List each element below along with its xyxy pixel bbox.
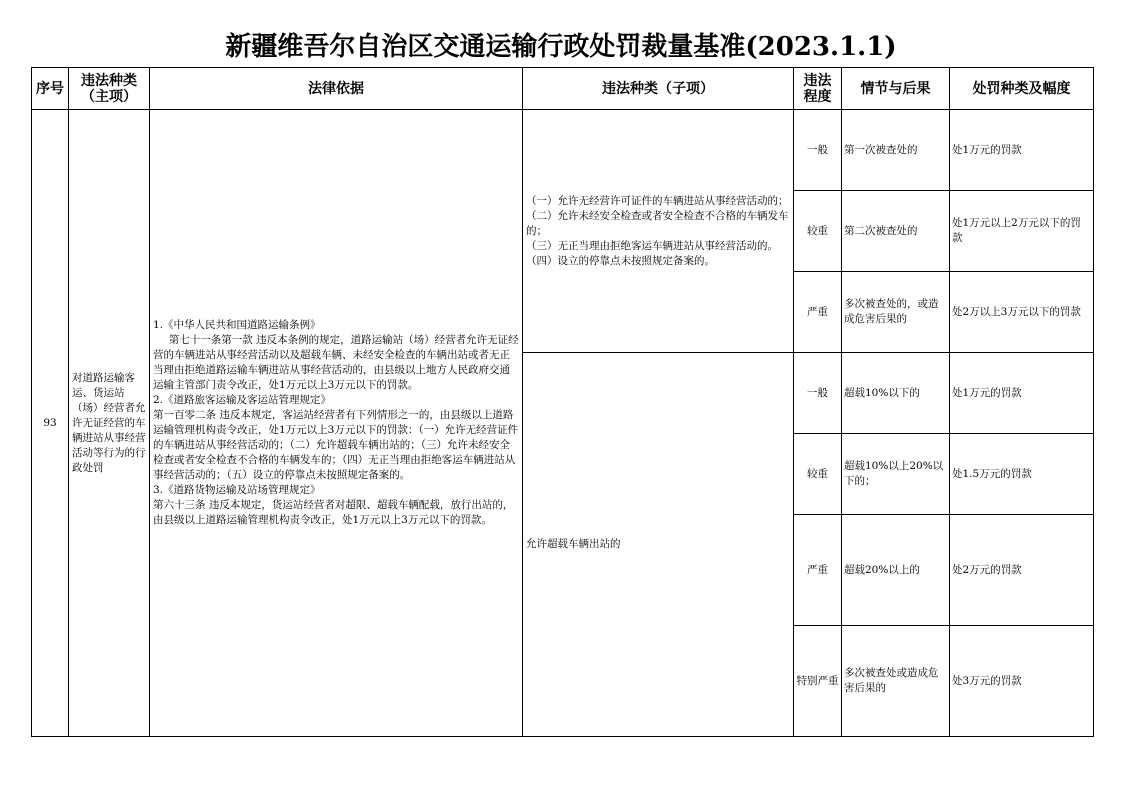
law-2-title: 2.《道路旅客运输及客运站管理规定》 xyxy=(153,394,332,406)
sub-item: （一）允许无经营许可证件的车辆进站从事经营活动的； xyxy=(526,194,789,207)
degree-cell: 较重 xyxy=(794,191,842,272)
degree-cell: 严重 xyxy=(794,515,842,626)
header-seq: 序号 xyxy=(32,68,69,110)
row-seq: 93 xyxy=(32,110,69,737)
circumstance-cell: 超载10%以上20%以下的； xyxy=(842,434,950,515)
header-main-type-label: 违法种类（主项） xyxy=(81,72,137,105)
sub-item: （三）无正当理由拒绝客运车辆进站从事经营活动的。 xyxy=(526,239,778,252)
penalty-cell: 处1万元的罚款 xyxy=(950,110,1094,191)
law-2-text: 第一百零二条 违反本规定，客运站经营者有下列情形之一的，由县级以上道路运输管理机构责令改正，处1万元以上3万元以下的罚款：（一）允许无经营证件的车辆进站从事经营活动的；（二）允许超载车辆出站的；（三）允许未经安全检查或者安全检查不合格的车辆发车的；（四）无正当理由拒绝客运车辆进站从事经营活动的；（五）设立的停靠点未按照规定备案的。 xyxy=(153,409,519,481)
degree-cell: 一般 xyxy=(794,353,842,434)
law-3-title: 3.《道路货物运输及站场管理规定》 xyxy=(153,484,321,496)
circumstance-cell: 多次被查处的，或造成危害后果的 xyxy=(842,272,950,353)
header-sub-type: 违法种类（子项） xyxy=(523,68,794,110)
row-main-type: 对道路运输客运、货运站（场）经营者允许无证经营的车辆进站从事经营活动等行为的行政处罚 xyxy=(69,110,150,737)
penalty-cell: 处3万元的罚款 xyxy=(950,626,1094,737)
circumstance-cell: 第一次被查处的 xyxy=(842,110,950,191)
sub-item: （二）允许未经安全检查或者安全检查不合格的车辆发车的； xyxy=(526,209,789,237)
sub-item: 允许超载车辆出站的 xyxy=(526,538,621,550)
row-legal-basis xyxy=(150,110,523,737)
law-1-title: 1.《中华人民共和国道路运输条例》 xyxy=(153,319,321,331)
penalty-table xyxy=(31,67,1094,737)
penalty-cell: 处1.5万元的罚款 xyxy=(950,434,1094,515)
sub-item: （四）设立的停靠点未按照规定备案的。 xyxy=(526,254,715,267)
page-title: 新疆维吾尔自治区交通运输行政处罚裁量基准(2023.1.1) xyxy=(225,32,897,62)
degree-cell: 严重 xyxy=(794,272,842,353)
degree-cell: 一般 xyxy=(794,110,842,191)
header-degree xyxy=(794,68,842,110)
circumstance-cell: 超载10%以下的 xyxy=(842,353,950,434)
table-row xyxy=(32,110,1094,191)
header-degree-label: 违法程度 xyxy=(803,72,832,105)
penalty-cell: 处2万以上3万元以下的罚款 xyxy=(950,272,1094,353)
penalty-cell: 处2万元的罚款 xyxy=(950,515,1094,626)
header-legal-basis: 法律依据 xyxy=(150,68,523,110)
circumstance-cell: 第二次被查处的 xyxy=(842,191,950,272)
circumstance-cell: 多次被查处或造成危害后果的 xyxy=(842,626,950,737)
circumstance-cell: 超载20%以上的 xyxy=(842,515,950,626)
degree-cell: 较重 xyxy=(794,434,842,515)
penalty-cell: 处1万元的罚款 xyxy=(950,353,1094,434)
law-3-text: 第六十三条 违反本规定，货运站经营者对超限、超载车辆配载，放行出站的，由县级以上道路运输管理机构责令改正，处1万元以上3万元以下的罚款。 xyxy=(153,499,514,526)
header-main-type xyxy=(69,68,150,110)
law-1-text: 第七十一条第一款 违反本条例的规定，道路运输站（场）经营者允许无证经营的车辆进站从事经营活动以及超载车辆、未经安全检查的车辆出站或者无正当理由拒绝道路运输车辆进站从事经营活动的，由县级以上地方人民政府交通运输主管部门责令改正，处1万元以上3万元以下的罚款。 xyxy=(153,334,519,391)
sub-type-group-1 xyxy=(523,110,794,353)
degree-cell: 特别严重 xyxy=(794,626,842,737)
header-row xyxy=(32,68,1094,110)
header-circumstance: 情节与后果 xyxy=(842,68,950,110)
penalty-cell: 处1万元以上2万元以下的罚款 xyxy=(950,191,1094,272)
sub-type-group-2 xyxy=(523,353,794,737)
header-penalty: 处罚种类及幅度 xyxy=(950,68,1094,110)
